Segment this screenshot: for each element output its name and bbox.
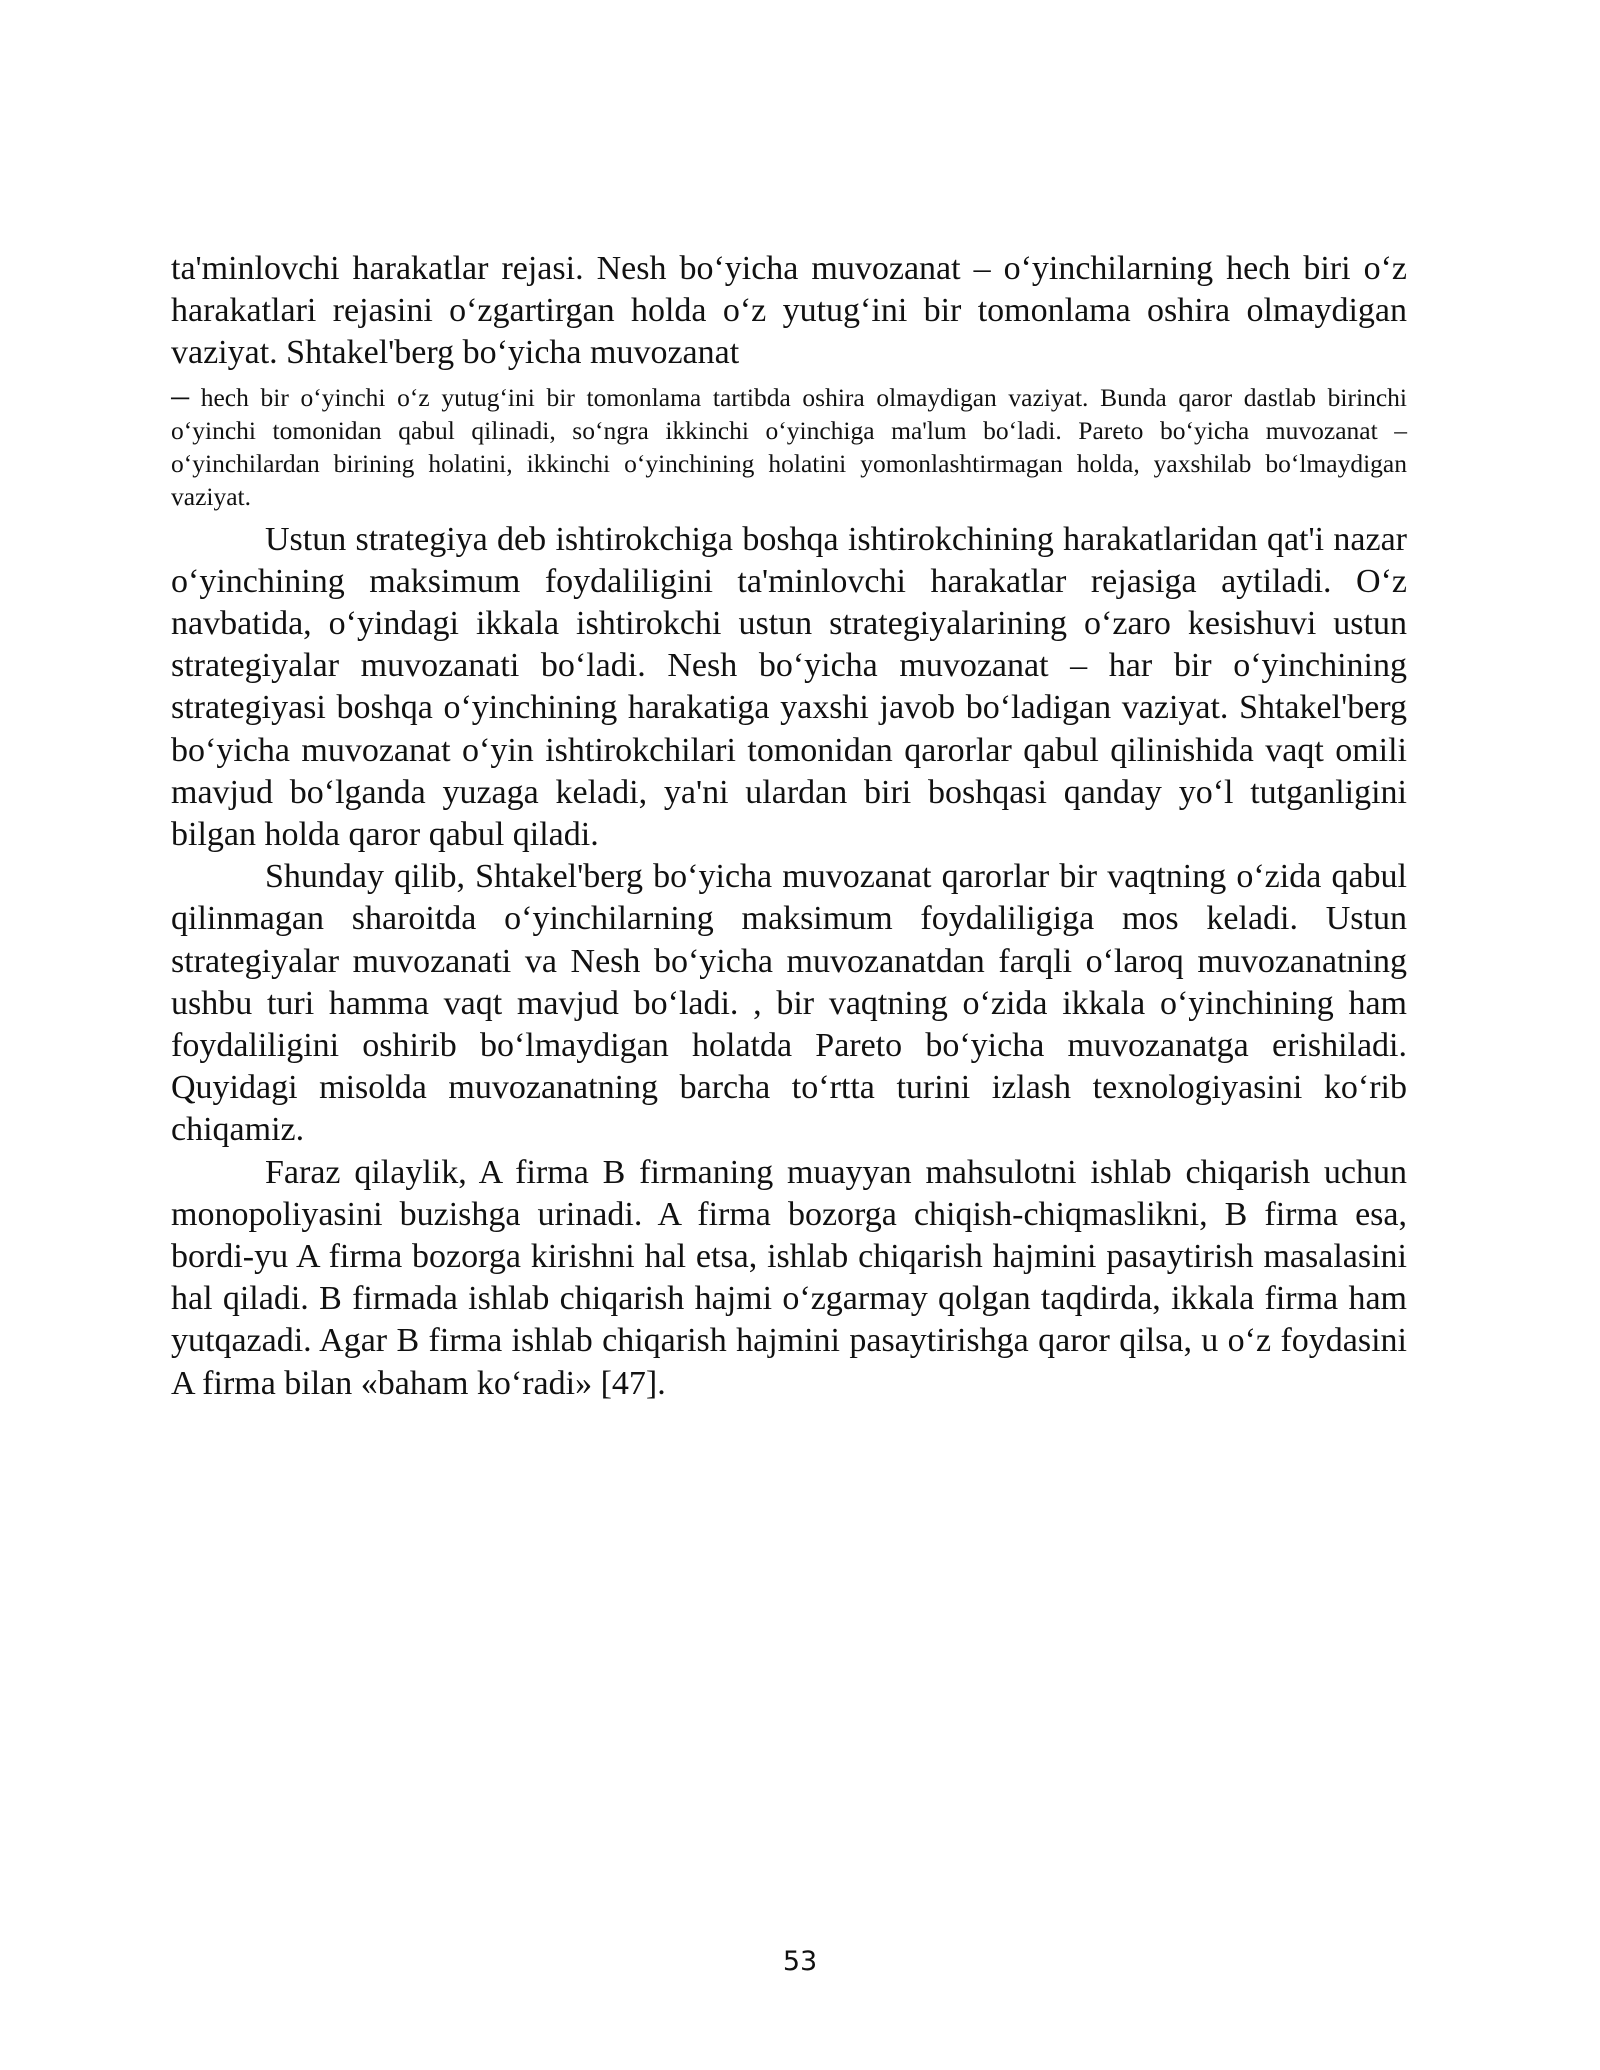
paragraph-dominant-strategy: Ustun strategiya deb ishtirokchiga boshqa ishtirokchining harakatlaridan qat'i nazar o‘yinchining maksimum foydaliligini ta'minlovchi harakatlar rejasiga aytiladi. O‘z navbatida, o‘yindagi ikkala ishtirokchi ustun strategiyalarining o‘zaro kesishuvi ustun strategiyalar muvozanati bo‘ladi. Nesh bo‘yicha muvozanat – har bir o‘yinchining strategiyasi boshqa o‘yinchining harakatiga yaxshi javob bo‘ladigan vaziyat. Shtakel'berg bo‘yicha muvozanat o‘yin ishtirokchilari tomonidan qarorlar qabul qilinishida vaqt omili mavjud bo‘lganda yuzaga keladi, ya'ni ulardan biri boshqasi qanday yo‘l tutganligini bilgan holda qaror qabul qiladi. [171,520,1407,854]
paragraph-stackelberg: Shunday qilib, Shtakel'berg bo‘yicha muvozanat qarorlar bir vaqtning o‘zida qabul qilinmagan sharoitda o‘yinchilarning maksimum foydaliligiga mos keladi. Ustun strategiyalar muvozanati va Nesh bo‘yicha muvozanatdan farqli o‘laroq muvozanatning ushbu turi hamma vaqt mavjud bo‘ladi. , bir vaqtning o‘zida ikkala o‘yinchining ham foydaliligini oshirib bo‘lmaydigan holatda Pareto bo‘yicha muvozanatga erishiladi. Quyidagi misolda muvozanatning barcha to‘rtta turini izlash texnologiyasini ko‘rib chiqamiz. [171,858,1407,1149]
paragraph-small-definition: ─ hech bir o‘yinchi o‘z yutug‘ini bir tomonlama tartibda oshira olmaydigan vaziyat. Bunda qaror dastlab birinchi o‘yinchi tomonidan qabul qilinadi, so‘ngra ikkinchi o‘yinchiga ma'lum bo‘ladi. Pareto bo‘yicha muvozanat – o‘yinchilardan birining holatini, ikkinchi o‘yinchining holatini yomonlashtirmagan holda, yaxshilab bo‘lmaydigan vaziyat. [171,382,1407,511]
page-number: 53 [782,1946,818,1977]
paragraph-example: Faraz qilaylik, A firma B firmaning muayyan mahsulotni ishlab chiqarish uchun monopoliyasini buzishga urinadi. A firma bozorga chiqish-chiqmaslikni, B firma esa, bordi-yu A firma bozorga kirishni hal etsa, ishlab chiqarish hajmini pasaytirish masalasini hal qiladi. B firmada ishlab chiqarish hajmi o‘zgarmay qolgan taqdirda, ikkala firma ham yutqazadi. Agar B firma ishlab chiqarish hajmini pasaytirishga qaror qilsa, u o‘z foydasini A firma bilan «baham ko‘radi» [47]. [171,1153,1407,1402]
paragraph-continued: ta'minlovchi harakatlar rejasi. Nesh bo‘yicha muvozanat – o‘yinchilarning hech biri o‘z harakatlari rejasini o‘zgartirgan holda o‘z yutug‘ini bir tomonlama oshira olmaydigan vaziyat. Shtakel'berg bo‘yicha muvozanat [171,250,1407,372]
body-text [171,248,1407,1405]
